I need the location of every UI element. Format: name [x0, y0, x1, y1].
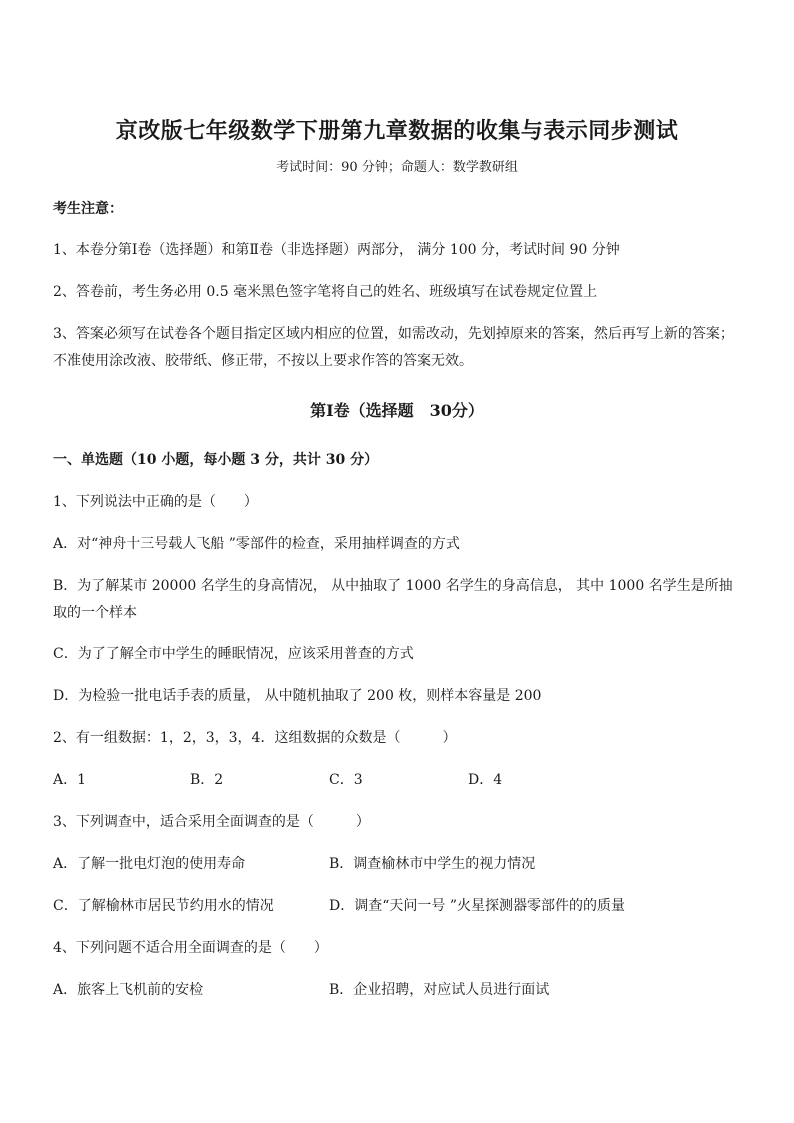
question-2-option-b: B．2 [190, 772, 224, 788]
question-2-option-c: C．3 [329, 772, 363, 788]
notice-item-3: 3、答案必须写在试卷各个题目指定区域内相应的位置，如需改动，先划掉原来的答案，然后再写上新的答案；不准使用涂改液、胶带纸、修正带，不按以上要求作答的答案无效。 [53, 326, 734, 369]
question-1-option-c: C．为了了解全市中学生的睡眠情况，应该采用普查的方式 [53, 646, 414, 662]
question-2-option-d: D．4 [468, 772, 503, 788]
notice-heading: 考生注意： [53, 201, 123, 217]
notice-item-1: 1、本卷分第Ⅰ卷（选择题）和第Ⅱ卷（非选择题）两部分， 满分 100 分，考试时间 90 分钟 [53, 242, 620, 258]
exam-title: 京改版七年级数学下册第九章数据的收集与表示同步测试 [115, 118, 679, 144]
question-2-stem: 2、有一组数据：1，2，3，3，4．这组数据的众数是（ ） [53, 730, 457, 746]
question-4-stem: 4、下列问题不适合用全面调查的是（ ） [53, 940, 328, 956]
question-1-option-d: D．为检验一批电话手表的质量， 从中随机抽取了 200 枚，则样本容量是 200 [53, 688, 542, 704]
notice-item-2: 2、答卷前，考生务必用 0.5 毫米黑色签字笔将自己的姓名、班级填写在试卷规定位置上 [53, 284, 598, 300]
section-heading: 第Ⅰ卷（选择题 30分） [310, 401, 484, 420]
question-3-option-a: A．了解一批电灯泡的使用寿命 [53, 856, 246, 872]
exam-subtitle: 考试时间：90 分钟；命题人：数学教研组 [276, 160, 518, 175]
question-4-option-b: B．企业招聘，对应试人员进行面试 [329, 982, 550, 998]
question-3-option-c: C．了解榆林市居民节约用水的情况 [53, 898, 274, 914]
question-1-option-a: A．对“神舟十三号载人飞船 ”零部件的检查，采用抽样调查的方式 [53, 536, 460, 552]
question-4-option-a: A．旅客上飞机前的安检 [53, 982, 204, 998]
question-3-option-d: D．调查“天问一号 ”火星探测器零部件的的质量 [329, 898, 625, 914]
part-heading: 一、单选题（10 小题，每小题 3 分，共计 30 分） [53, 452, 379, 468]
question-1-stem: 1、下列说法中正确的是（ ） [53, 494, 258, 510]
question-2-option-a: A．1 [53, 772, 87, 788]
question-1-option-b: B．为了解某市 20000 名学生的身高情况， 从中抽取了 1000 名学生的身高信息， 其中 1000 名学生是所抽取的一个样本 [53, 578, 733, 621]
question-3-stem: 3、下列调查中，适合采用全面调查的是（ ） [53, 814, 370, 830]
question-3-option-b: B．调查榆林市中学生的视力情况 [329, 856, 536, 872]
